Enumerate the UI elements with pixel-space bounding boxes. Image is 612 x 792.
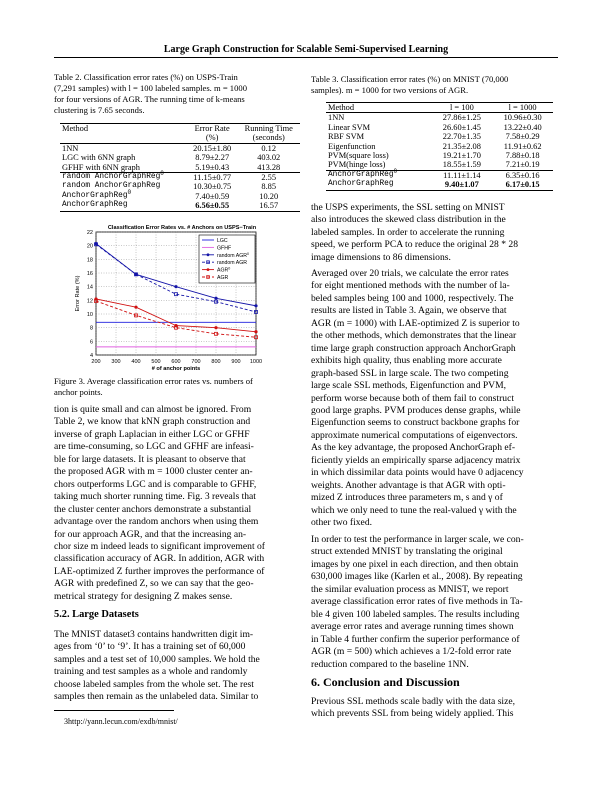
data-point — [214, 326, 217, 329]
error-rate-chart — [62, 222, 302, 372]
table3-method: 1NN — [328, 113, 345, 123]
table3-v1000: 13.22±0.40 — [503, 122, 542, 132]
table3 — [326, 102, 553, 191]
table2-caption-line: (7,291 samples) with l = 100 labeled samples. m = 1000 — [54, 83, 247, 93]
legend-label: AGR — [217, 275, 229, 281]
text-line: perform worse because both of them fail to construct — [311, 392, 515, 404]
data-point — [254, 330, 257, 333]
y-tick-label: 8 — [89, 325, 93, 332]
table2-method: 1NN — [62, 143, 79, 153]
table3-method-sup: 0 — [393, 167, 398, 175]
y-tick-label: 18 — [86, 257, 93, 264]
table3-method: PVM(hinge loss) — [328, 160, 386, 170]
table3-method: Linear SVM — [328, 122, 371, 132]
text-line: the cluster center anchors demonstrate a substantial — [54, 503, 252, 515]
text-line: The MNIST dataset3 contains handwritten digit im- — [54, 629, 254, 640]
text-line: chors outperforms LGC and is comparable to GFHF, — [54, 478, 257, 490]
table2-method — [60, 188, 187, 201]
table2-time: 10.20 — [259, 191, 279, 201]
text-line: inverse of graph Laplacian in either LGC or GFHF — [54, 428, 250, 440]
table2-error: 7.40±0.59 — [195, 191, 230, 201]
text-line: labeled samples. In order to accelerate the running — [311, 226, 505, 238]
x-tick-label: 200 — [91, 359, 101, 365]
y-axis-label: Error Rate (%) — [75, 275, 81, 312]
text-line: average error rates and average running times shown — [311, 621, 514, 633]
table3-v1000: 6.17±0.15 — [505, 180, 540, 190]
running-header: Large Graph Construction for Scalable Semi-Supervised Learning — [163, 44, 449, 55]
table3-v1000: 10.96±0.30 — [503, 113, 542, 123]
text-line: AGR (m = 500) which achieves a 1/2-fold error rate — [311, 646, 512, 658]
table2-error: 20.15±1.80 — [193, 143, 232, 153]
table-row — [326, 142, 553, 151]
text-line: other two fixed. — [311, 517, 373, 529]
legend-label: LGC — [217, 238, 228, 244]
legend-marker — [207, 253, 210, 256]
table2-time: 403.02 — [257, 153, 281, 163]
table2-error: 11.15±0.77 — [193, 173, 232, 183]
x-tick-label: 400 — [131, 359, 141, 365]
y-tick-label: 4 — [89, 353, 93, 359]
text-line: training and test samples as a whole and randomly — [54, 666, 248, 678]
text-line: the other methods, which demonstrates that the linear — [311, 330, 517, 342]
text-line: taking much shorter running time. Fig. 3 reveals that — [54, 491, 256, 503]
table2-error: 5.19±0.43 — [195, 162, 230, 172]
table2-header-method: Method — [62, 124, 89, 133]
table2-error: 6.56±0.55 — [195, 201, 230, 211]
text-line: advantage over the random anchors when using them — [54, 516, 259, 528]
table2-caption — [54, 72, 299, 116]
text-line: results are listed in Table 3. Again, we observe that — [311, 305, 507, 317]
table3-caption-line: Table 3. Classification error rates (%) on MNIST (70,000 — [311, 74, 509, 84]
table-row — [326, 123, 553, 132]
x-tick-label: 300 — [111, 359, 121, 365]
x-tick-label: 500 — [151, 359, 161, 365]
table2-method: LGC with 6NN graph — [62, 153, 136, 163]
text-line: In order to test the performance in larger scale, we con- — [311, 534, 524, 545]
data-point — [254, 304, 257, 307]
right-paragraph-2 — [311, 268, 558, 530]
table2-method — [60, 170, 187, 183]
header-rule — [54, 57, 558, 58]
x-tick-label: 1000 — [249, 359, 263, 365]
table2-method-sup: 0 — [160, 170, 164, 178]
table3-v1000: 7.21±0.19 — [505, 160, 540, 170]
text-line: which we only need to tune the real-valued γ with the — [311, 504, 517, 516]
legend-label: random AGR$^0$ — [217, 251, 249, 259]
table2-time: 2.55 — [261, 173, 277, 183]
text-line: Averaged over 20 trials, we calculate the error rates — [311, 268, 509, 279]
table3-header-method: Method — [328, 103, 355, 112]
table-row — [326, 151, 553, 160]
right-paragraph-4 — [311, 696, 558, 721]
text-line: samples and a test set of 10,000 samples. We hold the — [54, 653, 260, 665]
x-axis-label: # of anchor points — [151, 366, 201, 372]
legend-label: random AGR — [217, 260, 247, 267]
text-line: also introduces the skewed class distribution in the — [311, 214, 506, 226]
table3-header-l1000: l = 1000 — [508, 103, 537, 112]
table3-v100: 22.70±1.35 — [442, 132, 481, 142]
y-tick-label: 16 — [86, 271, 93, 277]
table2-time: 16.57 — [259, 201, 279, 211]
legend-label-sup: 0 — [228, 266, 231, 271]
text-line: ble 4 given 100 labeled samples. The results including — [311, 608, 520, 620]
text-line: the USPS experiments, the SSL setting on MNIST — [311, 202, 505, 213]
text-line: ages from ‘0’ to ‘9’. It has a training set of 60,000 — [54, 641, 246, 653]
text-line: in which dissimilar data points would have 0 adjacency — [311, 467, 524, 479]
x-tick-label: 700 — [191, 359, 201, 365]
data-point — [214, 297, 217, 300]
text-line: chor size m indeed leads to significant improvement of — [54, 540, 266, 552]
y-tick-label: 22 — [86, 230, 93, 236]
table2-time: 8.85 — [261, 182, 277, 192]
table-row — [60, 201, 300, 211]
table3-v100: 27.86±1.25 — [442, 113, 481, 123]
text-line: mized Z introduces three parameters m, s and γ of — [311, 492, 503, 504]
table-row — [60, 192, 300, 201]
text-line: struct extended MNIST by translating the original — [311, 546, 503, 558]
table2-caption-line: Table 2. Classification error rates (%) on USPS-Train — [54, 72, 238, 82]
table3-method: PVM(square loss) — [328, 151, 389, 161]
text-line: ble for large datasets. It is pleasant to observe that — [54, 453, 246, 465]
table2-caption-line: clustering is 7.65 seconds. — [54, 105, 145, 115]
table3-method: AnchorGraphReg — [328, 180, 394, 189]
y-tick-label: 6 — [89, 339, 93, 346]
table2-time: 0.12 — [261, 143, 277, 153]
text-line: time large graph construction approach AnchorGraph — [311, 342, 516, 354]
table3-v100: 26.60±1.45 — [442, 122, 481, 132]
table3-v1000: 6.35±0.16 — [505, 170, 540, 180]
left-paragraph-1 — [54, 404, 300, 603]
text-line: choose labeled samples from the whole set. The rest — [54, 678, 254, 690]
table3-v1000: 11.91±0.62 — [503, 141, 542, 151]
text-line: AGR with predefined Z, so we can say that the geo- — [54, 578, 254, 590]
text-line: are time-consuming, so LGC and GFHF are infeasi- — [54, 441, 254, 453]
legend-label: AGR$^0$ — [217, 266, 231, 274]
text-line: approximate numerical computations of eigenvectors. — [311, 429, 518, 441]
figure3-caption — [54, 376, 300, 398]
table2-header-time: Running Time — [244, 124, 293, 133]
text-line: metrical strategy for designing Z makes sense. — [54, 590, 233, 602]
text-line: 630,000 images like (Karlen et al., 2008). By repeating — [311, 571, 523, 583]
table2-method-sup: 0 — [127, 188, 132, 196]
table2-method-name: AnchorGraphReg — [62, 191, 128, 200]
table3-method-name: AnchorGraphReg — [328, 170, 394, 179]
y-tick-label: 14 — [86, 284, 93, 291]
text-line: tion is quite small and can almost be ignored. From — [54, 404, 252, 415]
legend-label-sup: 0 — [247, 251, 249, 256]
y-tick-label: 10 — [86, 312, 93, 318]
table3-caption-line: samples). m = 1000 for two versions of AGR. — [311, 85, 469, 95]
text-line: the proposed AGR with m = 1000 cluster center an- — [54, 466, 253, 478]
text-line: Eigenfunction seems to construct backbone graphs for — [311, 417, 520, 429]
table2-time: 413.28 — [257, 162, 281, 172]
table3-v100: 18.55±1.59 — [442, 160, 481, 170]
text-line: AGR (m = 1000) with LAE-optimized Z is superior to — [311, 317, 520, 329]
data-point — [134, 306, 137, 309]
left-paragraph-2 — [54, 629, 300, 704]
table3-v100: 9.40±1.07 — [444, 180, 479, 190]
text-line: graph-based SSL in large scale. The two competing — [311, 367, 509, 379]
table2-method: AnchorGraphReg — [62, 201, 128, 210]
table3-v1000: 7.58±0.29 — [505, 132, 540, 142]
figure3-caption-line: anchor points. — [54, 387, 103, 397]
legend-label: GFHF — [217, 245, 232, 252]
data-point — [174, 285, 177, 288]
table2-header-error: Error Rate — [194, 124, 230, 133]
table-row — [326, 160, 553, 170]
table-row — [326, 180, 553, 190]
table3-method: RBF SVM — [328, 132, 365, 142]
table2 — [60, 123, 300, 212]
section-heading-6: 6. Conclusion and Discussion — [311, 675, 460, 689]
text-line: Table 2, we know that kNN graph construction and — [54, 416, 251, 428]
text-line: in Table 4 further confirm the superior performance of — [311, 633, 520, 645]
table2-method: GFHF with 6NN graph — [62, 162, 140, 172]
text-line: speed, we perform PCA to reduce the original 28 * 28 — [311, 239, 519, 251]
text-line: classification accuracy of AGR. In addition, AGR with — [54, 553, 265, 565]
table2-unit-method — [60, 133, 187, 143]
text-line: the similar evaluation process as MNIST, we report — [311, 583, 509, 595]
table-row — [60, 163, 300, 173]
chart-title: Classification Error Rates vs. # Anchors on USPS−Train — [107, 225, 257, 231]
right-paragraph-1 — [311, 202, 558, 264]
legend-marker — [207, 268, 210, 271]
x-tick-label: 900 — [231, 359, 241, 365]
y-tick-label: 20 — [86, 243, 93, 250]
text-line: ficiently yields an empirically sparse adjacency matrix — [311, 454, 521, 466]
footnote-rule — [54, 710, 174, 711]
text-line: LAE-optimized Z further improves the performance of — [54, 565, 265, 577]
table3-v100: 19.21±1.70 — [442, 151, 481, 161]
table-row — [326, 170, 553, 180]
table-row — [60, 153, 300, 162]
text-line: reduction compared to the baseline 1NN. — [311, 658, 469, 670]
table3-method — [326, 167, 431, 180]
footnote: 3http://yann.lecun.com/exdb/mnist/ — [64, 717, 178, 726]
text-line: average classification error rates of five methods in Ta- — [311, 596, 523, 608]
x-tick-label: 800 — [211, 359, 221, 365]
y-tick-label: 12 — [86, 298, 93, 305]
table2-error: 8.79±2.27 — [195, 153, 230, 163]
table3-v100: 11.11±1.14 — [443, 170, 481, 180]
table3-v1000: 7.88±0.18 — [505, 151, 540, 161]
table2-error: 10.30±0.75 — [193, 182, 232, 192]
text-line: good large graphs. PVM produces dense graphs, while — [311, 404, 521, 416]
x-tick-label: 600 — [171, 359, 181, 365]
table2-unit-time: (seconds) — [252, 133, 285, 143]
table-row — [326, 132, 553, 141]
text-line: As the key advantage, the proposed AnchorGraph ef- — [311, 442, 516, 454]
table-row — [60, 143, 300, 153]
text-line: for our approach AGR, and that the increasing an- — [54, 528, 247, 540]
text-line: Previous SSL methods scale badly with the data size, — [311, 696, 516, 707]
table-row — [60, 173, 300, 183]
section-heading-5-2: 5.2. Large Datasets — [54, 609, 139, 620]
table3-method: Eigenfunction — [328, 141, 376, 151]
text-line: weights. Another advantage is that AGR with opti- — [311, 479, 506, 491]
text-line: samples then remain as the unlabeled data. Similar to — [54, 691, 259, 703]
text-line: for eight mentioned methods with the number of la- — [311, 280, 510, 292]
table3-header-l100: l = 100 — [449, 103, 474, 112]
table2-method: random AnchorGraphReg — [62, 182, 161, 191]
table3-v100: 21.35±2.08 — [442, 141, 481, 151]
text-line: exhibits high quality, thus enabling more accurate — [311, 355, 502, 367]
figure3-caption-line: Figure 3. Average classification error rates vs. numbers of — [54, 376, 253, 386]
text-line: images by one pixel in each direction, and then obtain — [311, 558, 519, 570]
table-row — [60, 182, 300, 191]
table-row — [326, 113, 553, 123]
text-line: large scale SSL methods, Eigenfunction and PVM, — [311, 380, 507, 392]
table2-caption-line: for four versions of AGR. The running time of k-means — [54, 94, 245, 104]
right-paragraph-3 — [311, 534, 558, 671]
table2-method-name: random AnchorGraphReg — [62, 173, 161, 182]
text-line: beled samples being 100 and 1000, respectively. The — [311, 292, 514, 304]
text-line: which prevents SSL from being widely applied. This — [311, 708, 514, 720]
table3-caption — [311, 74, 558, 96]
text-line: image dimensions to 86 dimensions. — [311, 251, 451, 263]
table2-unit-error: (%) — [205, 133, 219, 143]
